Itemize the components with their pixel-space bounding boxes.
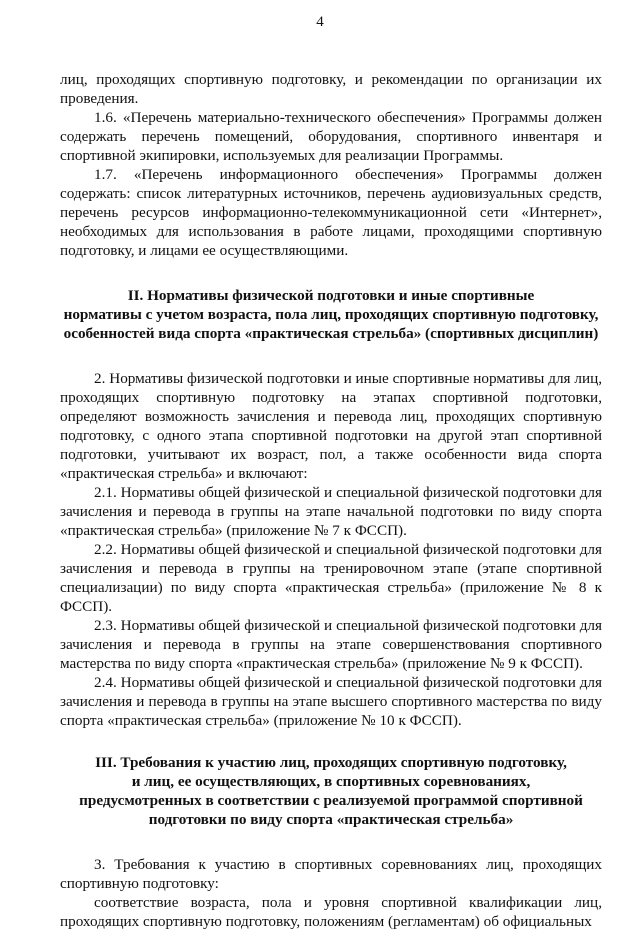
section-2-heading-line: особенностей вида спорта «практическая стрельба» (спортивных дисциплин) [63, 325, 599, 342]
paragraph-2-2: 2.2. Нормативы общей физической и специальной физической подготовки для зачисления и перевода в группы на тренировочном этапе (этапе спортивной специализации) по виду спорта «практическая стрельба» (приложение № 8 к ФССП). [60, 541, 602, 615]
paragraph-3-requirement: соответствие возраста, пола и уровня спортивной квалификации лиц, проходящих спортивную подготовку, положениям (регламентам) об официальных [60, 894, 602, 930]
section-3-heading-line: III. Требования к участию лиц, проходящих спортивную подготовку, [95, 754, 567, 771]
section-3-heading-line: и лиц, ее осуществляющих, в спортивных соревнованиях, [131, 773, 531, 790]
paragraph-2: 2. Нормативы физической подготовки и иные спортивные нормативы для лиц, проходящих спортивную подготовку на этапах спортивной подготовки, определяют возможность зачисления и перевода лиц, проходящих спортивную подготовку, с одного этапа спортивной подготовки на другой этап спортивной подготовки, учитывают их возраст, пол, а также особенности вида спорта «практическая стрельба» и включают: [60, 370, 602, 482]
paragraph: лиц, проходящих спортивную подготовку, и рекомендации по организации их проведения. [60, 71, 602, 107]
section-3-heading-line: предусмотренных в соответствии с реализуемой программой спортивной [79, 792, 583, 809]
paragraph-3: 3. Требования к участию в спортивных соревнованиях лиц, проходящих спортивную подготовку: [60, 856, 602, 892]
paragraph-2-4: 2.4. Нормативы общей физической и специальной физической подготовки для зачисления и перевода в группы на этапе высшего спортивного мастерства по виду спорта «практическая стрельба» (приложение № 10 к ФССП). [60, 674, 602, 729]
page-content [60, 70, 602, 931]
page-number: 4 [316, 14, 324, 30]
section-2-heading [60, 286, 602, 343]
paragraph-1-6: 1.6. «Перечень материально-технического обеспечения» Программы должен содержать перечень помещений, оборудования, спортивного инвентаря и спортивной экипировки, используемых для реализации Программы. [60, 109, 602, 164]
section-3-heading [60, 753, 602, 829]
section-3-heading-line: подготовки по виду спорта «практическая стрельба» [148, 811, 514, 828]
section-2-heading-line: нормативы с учетом возраста, пола лиц, проходящих спортивную подготовку, [63, 306, 599, 323]
paragraph-1-7: 1.7. «Перечень информационного обеспечения» Программы должен содержать: список литературных источников, перечень аудиовизуальных средств, перечень ресурсов информационно-телекоммуникационной сети «Интернет», необходимых для использования в работе лицами, проходящими спортивную подготовку, и лицами ее осуществляющими. [60, 166, 602, 259]
paragraph-2-3: 2.3. Нормативы общей физической и специальной физической подготовки для зачисления и перевода в группы на этапе совершенствования спортивного мастерства по виду спорта «практическая стрельба» (приложение № 9 к ФССП). [60, 617, 602, 672]
section-2-heading-line: II. Нормативы физической подготовки и иные спортивные [127, 287, 535, 304]
paragraph-2-1: 2.1. Нормативы общей физической и специальной физической подготовки для зачисления и перевода в группы на этапе начальной подготовки по виду спорта «практическая стрельба» (приложение № 7 к ФССП). [60, 484, 602, 539]
